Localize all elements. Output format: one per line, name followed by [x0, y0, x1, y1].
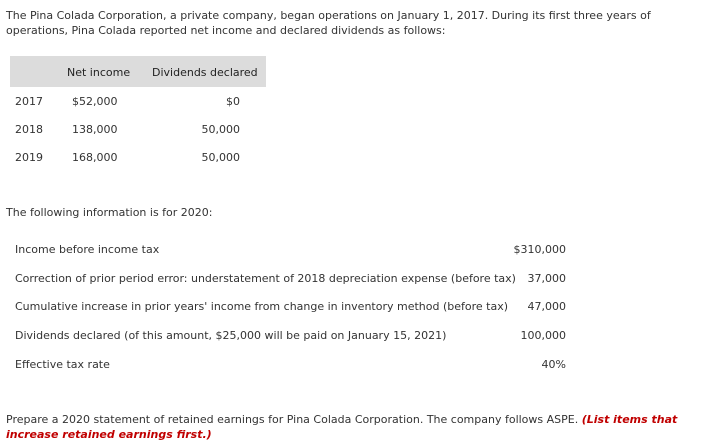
- row-year: 2018: [15, 123, 43, 136]
- item-label: Income before income tax: [15, 243, 160, 256]
- prompt-text: Prepare a 2020 statement of retained earnings for Pina Colada Corporation. The company follows ASPE.: [6, 413, 582, 426]
- info-heading: The following information is for 2020:: [6, 206, 213, 219]
- item-label: Dividends declared (of this amount, $25,000 will be paid on January 15, 2021): [15, 329, 447, 342]
- row-year: 2017: [15, 95, 43, 108]
- item-value: 100,000: [520, 329, 566, 342]
- item-label: Effective tax rate: [15, 358, 110, 371]
- row-net-income: $52,000: [72, 95, 118, 108]
- question-prompt: [6, 412, 696, 442]
- row-dividends: 50,000: [201, 123, 240, 136]
- column-header-net-income: Net income: [67, 66, 131, 79]
- row-dividends: 50,000: [201, 151, 240, 164]
- item-label: Cumulative increase in prior years' income from change in inventory method (before tax): [15, 300, 509, 313]
- item-value: 37,000: [527, 272, 566, 285]
- row-dividends: $0: [226, 95, 240, 108]
- prompt-instruction: (List items that increase retained earnings first.): [6, 413, 678, 441]
- item-value: 40%: [541, 358, 566, 371]
- column-header-dividends: Dividends declared: [152, 66, 258, 79]
- item-value: 47,000: [527, 300, 566, 313]
- item-label: Correction of prior period error: understatement of 2018 depreciation expense (before tax): [15, 272, 516, 285]
- row-net-income: 138,000: [72, 123, 118, 136]
- row-year: 2019: [15, 151, 43, 164]
- row-net-income: 168,000: [72, 151, 118, 164]
- item-value: $310,000: [513, 243, 566, 256]
- intro-paragraph: The Pina Colada Corporation, a private company, began operations on January 1, 2017. During its first three years of operations, Pina Colada reported net income and declared dividends as follows:: [6, 9, 651, 37]
